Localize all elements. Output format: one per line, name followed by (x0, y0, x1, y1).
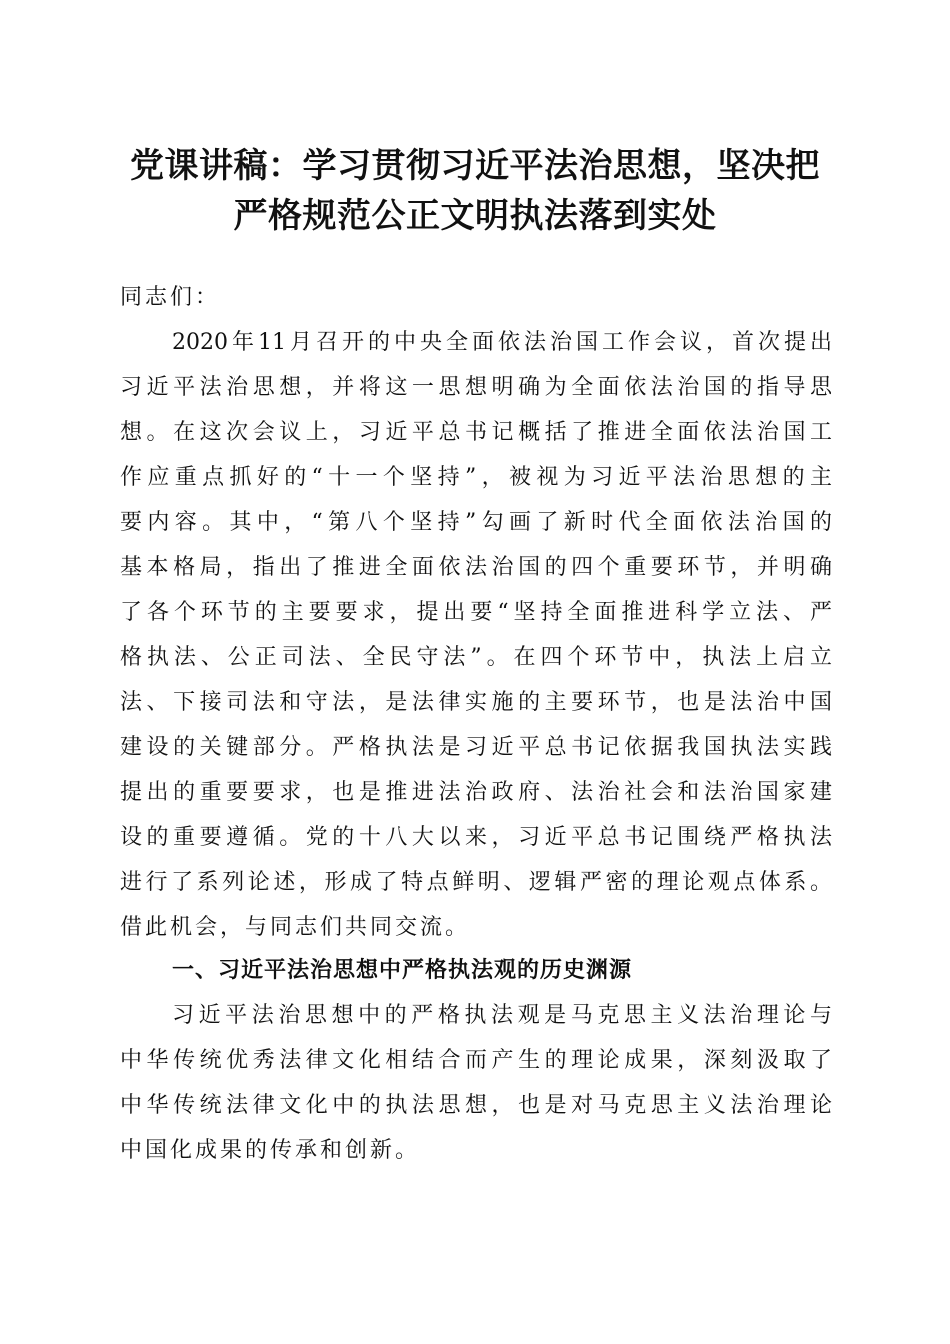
paragraph-1-line: 2020年11月召开的中央全面依法治国工作会议，首次提出 (172, 330, 832, 355)
paragraph-1-line: 要内容。其中，“第八个坚持”勾画了新时代全面依法治国的 (120, 510, 832, 535)
paragraph-1-line: 了各个环节的主要要求，提出要“坚持全面推进科学立法、严 (120, 600, 832, 625)
paragraph-1-line: 法、下接司法和守法，是法律实施的主要环节，也是法治中国 (120, 690, 832, 715)
paragraph-1-line: 基本格局，指出了推进全面依法治国的四个重要环节，并明确 (120, 555, 832, 580)
paragraph-2-line: 中华传统法律文化中的执法思想，也是对马克思主义法治理论 (120, 1093, 832, 1118)
paragraph-1-line: 进行了系列论述，形成了特点鲜明、逻辑严密的理论观点体系。 (120, 870, 832, 895)
paragraph-2-line: 中华传统优秀法律文化相结合而产生的理论成果，深刻汲取了 (120, 1048, 832, 1073)
paragraph-2-line: 中国化成果的传承和创新。 (120, 1138, 421, 1163)
title-line-2: 严格规范公正文明执法落到实处 (233, 196, 717, 236)
salutation: 同志们： (120, 285, 221, 310)
paragraph-1-line: 提出的重要要求，也是推进法治政府、法治社会和法治国家建 (120, 780, 832, 805)
paragraph-1-line: 格执法、公正司法、全民守法”。在四个环节中，执法上启立 (120, 645, 832, 670)
paragraph-1-line: 习近平法治思想，并将这一思想明确为全面依法治国的指导思 (120, 375, 832, 400)
paragraph-1-line: 借此机会，与同志们共同交流。 (120, 915, 471, 940)
paragraph-1-line: 设的重要遵循。党的十八大以来，习近平总书记围绕严格执法 (120, 825, 832, 850)
paragraph-1-line: 想。在这次会议上，习近平总书记概括了推进全面依法治国工 (120, 420, 832, 445)
section-1-heading: 一、习近平法治思想中严格执法观的历史渊源 (172, 958, 633, 983)
paragraph-1-line: 建设的关键部分。严格执法是习近平总书记依据我国执法实践 (120, 735, 832, 760)
paragraph-1-line: 作应重点抓好的“十一个坚持”，被视为习近平法治思想的主 (120, 465, 832, 490)
paragraph-2-line: 习近平法治思想中的严格执法观是马克思主义法治理论与 (172, 1003, 832, 1028)
title-line-1: 党课讲稿：学习贯彻习近平法治思想，坚决把 (130, 146, 820, 186)
